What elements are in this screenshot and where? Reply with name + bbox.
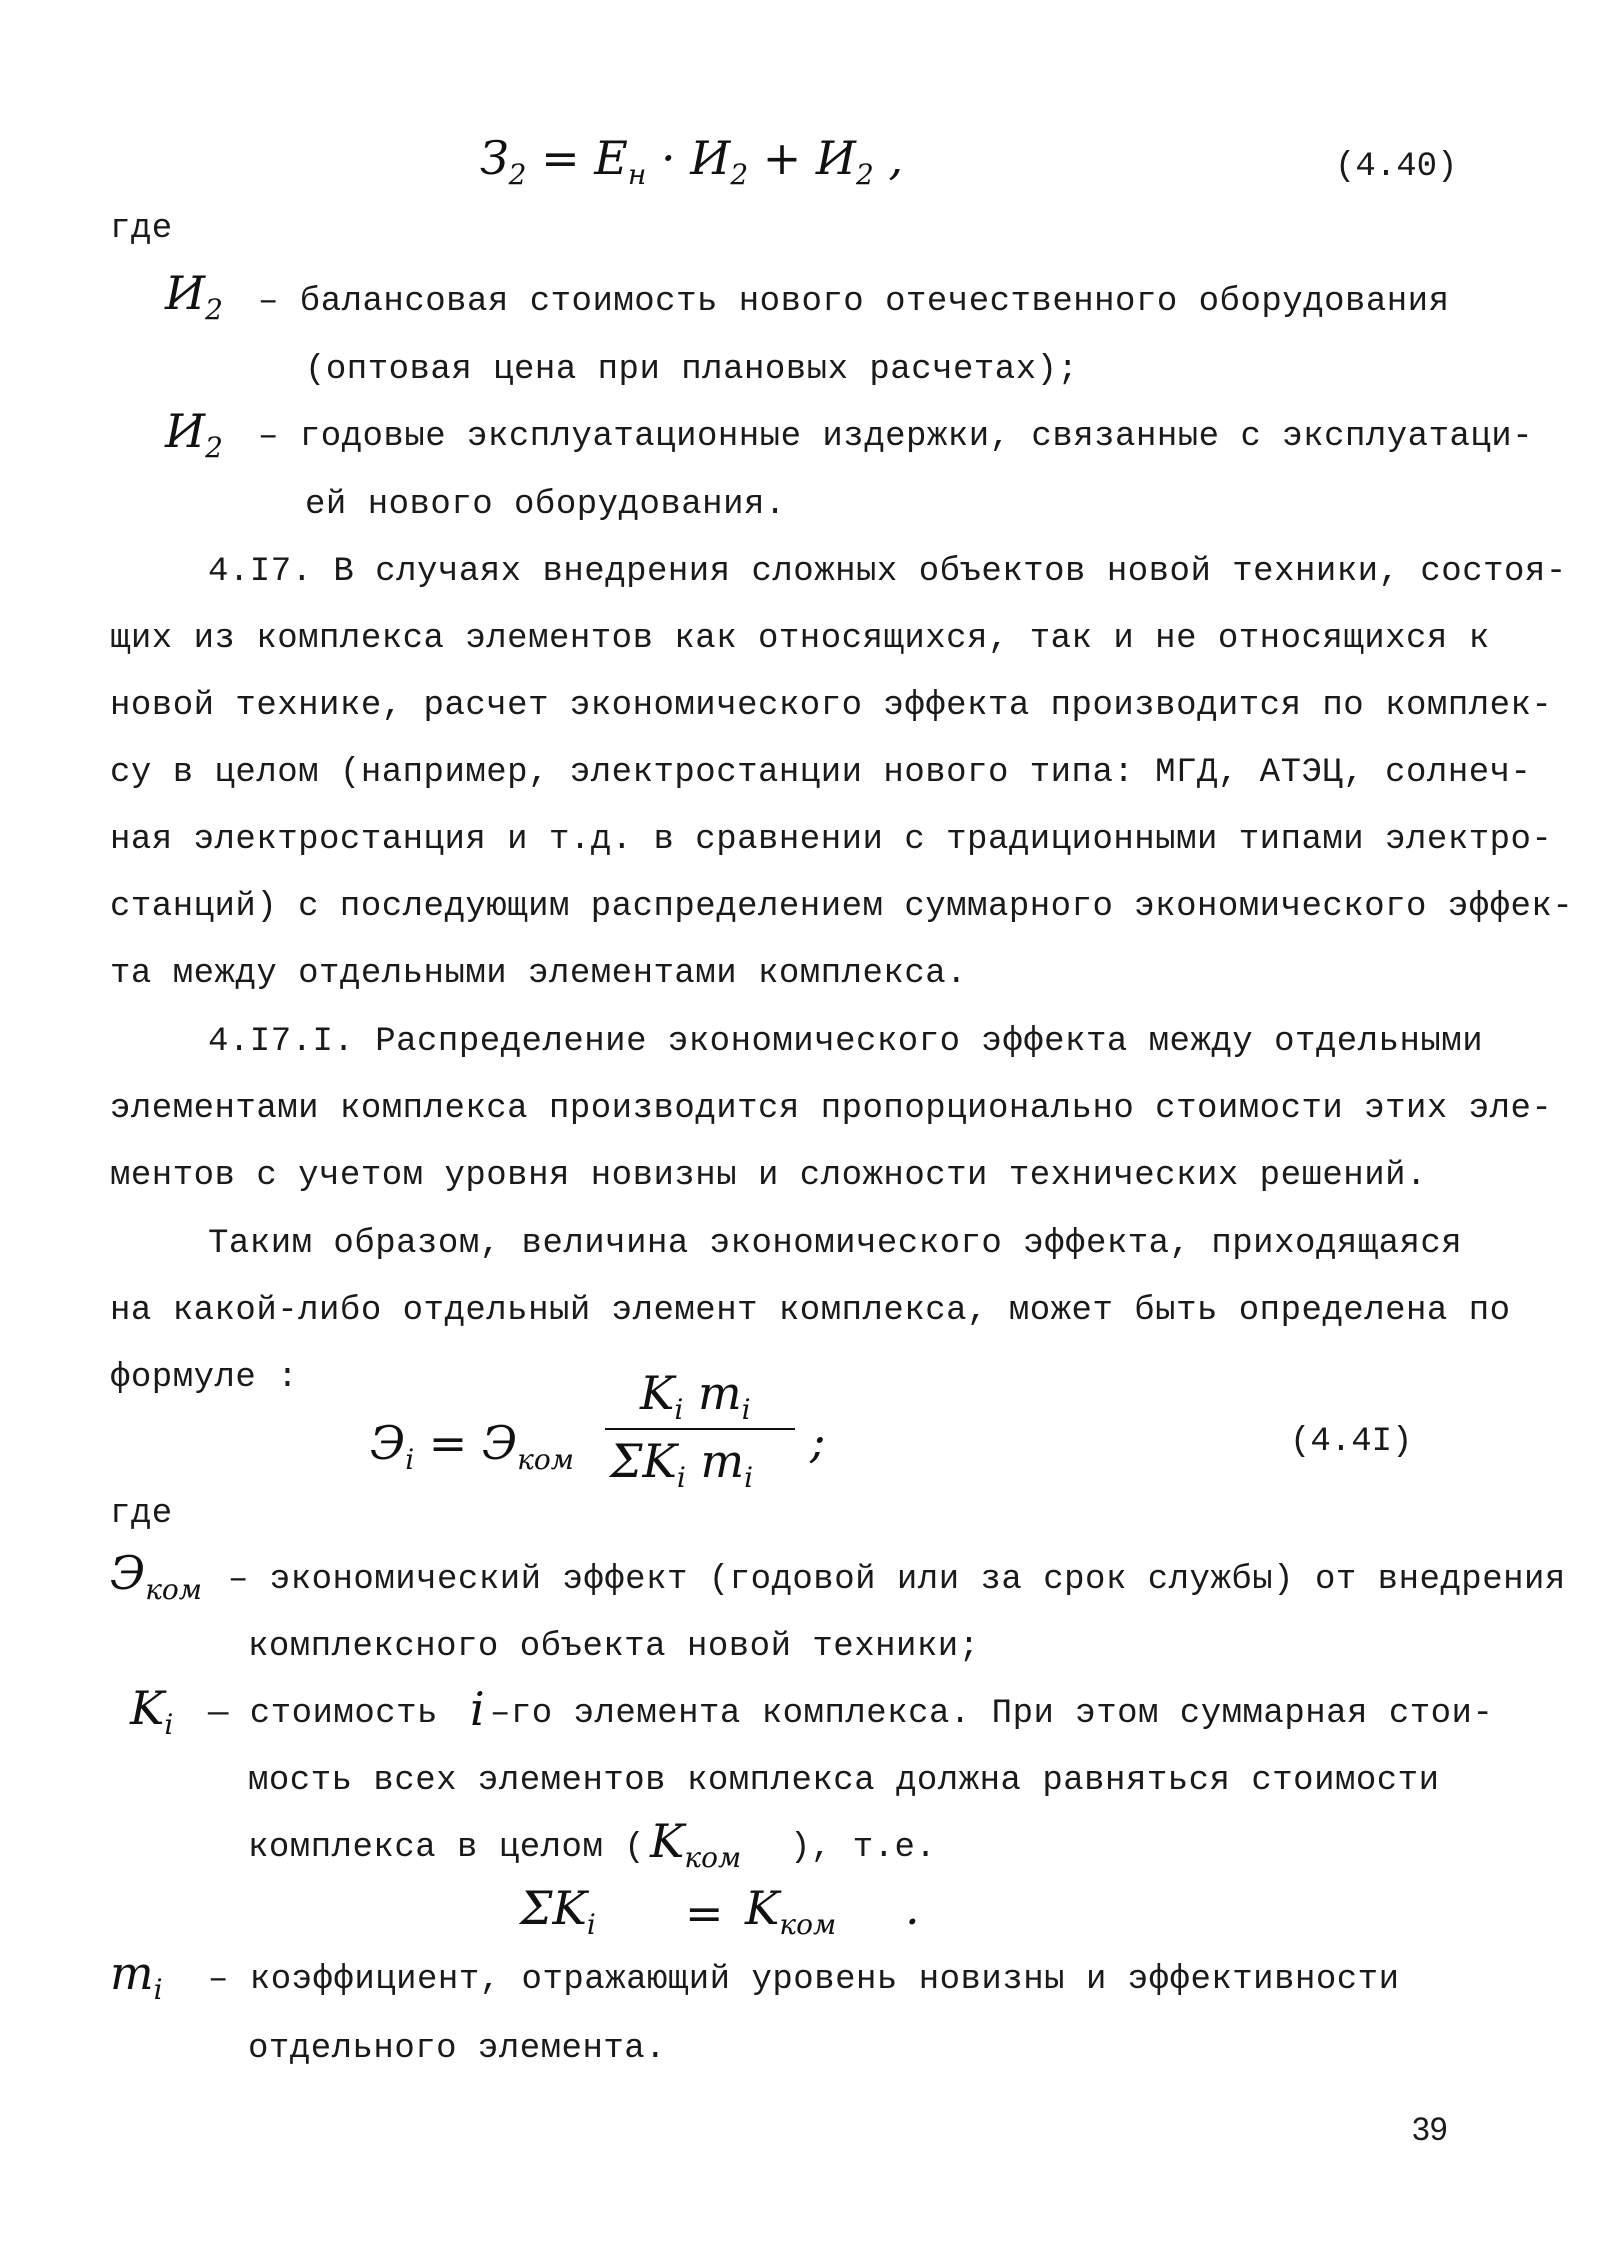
sum-equation-eq: = (685, 1886, 724, 1940)
formula-4-41-denominator (610, 1434, 754, 1494)
where-label: где (110, 1495, 173, 1533)
formula-subscript: i (744, 1461, 754, 1494)
def-symbol-u2 (165, 266, 223, 326)
def-subscript: ком (145, 1573, 202, 1606)
def-ki-index-i: i (470, 1682, 485, 1736)
def-ki-line3a: комплекса в целом ( (248, 1829, 646, 1867)
para-thus-line: на какой-либо отдельный элемент комплекса, может быть определена по (110, 1292, 1511, 1330)
para-4171-line: элементами комплекса производится пропорционально стоимости этих эле- (110, 1090, 1553, 1128)
formula-4-41-tail: ; (810, 1414, 826, 1468)
para-417-line: ная электростанция и т.д. в сравнении с традиционными типами электро- (110, 821, 1553, 859)
where-label: где (110, 210, 173, 248)
def-symbol: m (110, 1946, 154, 2000)
para-thus-line: Таким образом, величина экономического эффекта, приходящаяся (208, 1225, 1463, 1263)
def-symbol-ekom (110, 1546, 202, 1606)
formula-part: , (873, 131, 904, 185)
formula-symbol: m (685, 1434, 745, 1488)
formula-subscript: ком (779, 1908, 837, 1941)
def-ki-line1b: –го элемента комплекса. При этом суммарная стои- (490, 1695, 1494, 1733)
equation-number-4-41: (4.4I) (1290, 1423, 1413, 1461)
formula-subscript: 2 (508, 158, 527, 191)
def-ekom-line2: комплексного объекта новой техники; (248, 1628, 980, 1666)
formula-subscript: 2 (856, 158, 874, 191)
para-417-line: новой технике, расчет экономического эффекта производится по комплек- (110, 687, 1553, 725)
fraction-bar (605, 1428, 795, 1430)
formula-symbol: ΣK (520, 1881, 587, 1935)
def-ki-line2: мость всех элементов комплекса должна равняться стоимости (248, 1762, 1440, 1800)
formula-4-41-numerator (640, 1366, 751, 1426)
formula-subscript: i (586, 1908, 596, 1941)
formula-symbol: З (480, 131, 509, 185)
def-symbol: Э (110, 1546, 146, 1600)
sum-equation-tail: . (905, 1881, 920, 1935)
def-subscript: 2 (205, 293, 223, 326)
def-symbol: K (130, 1681, 165, 1735)
formula-symbol: Э (370, 1416, 406, 1470)
def-subscript: i (164, 1708, 174, 1741)
formula-symbol: ΣK (610, 1434, 677, 1488)
formula-subscript: i (674, 1393, 684, 1426)
formula-symbol: m (683, 1366, 742, 1420)
page-number: 39 (1412, 2111, 1448, 2147)
def-u2-line2: (оптовая цена при плановых расчетах); (305, 351, 1079, 389)
def-ekom-line1: – экономический эффект (годовой или за срок службы) от внедрения (228, 1561, 1566, 1599)
para-4171-line: ментов с учетом уровня новизны и сложности технических решений. (110, 1157, 1427, 1195)
sum-equation-lhs (520, 1881, 596, 1941)
def-ki-kkom (650, 1814, 742, 1874)
formula-part: · И (646, 131, 731, 185)
def-subscript: ком (684, 1841, 742, 1874)
def-symbol-mi (110, 1946, 163, 2006)
def-u2-line1: – балансовая стоимость нового отечественного оборудования (258, 283, 1450, 321)
formula-part: = Э (414, 1416, 518, 1470)
para-417-line: 4.I7. В случаях внедрения сложных объектов новой техники, состоя- (208, 553, 1567, 591)
formula-part: + И (748, 131, 857, 185)
formula-subscript: н (627, 158, 647, 191)
para-417-line: та между отдельными элементами комплекса. (110, 955, 968, 993)
def-symbol: K (650, 1814, 685, 1868)
formula-subscript: i (676, 1461, 686, 1494)
formula-symbol: K (745, 1881, 780, 1935)
sum-equation-rhs (745, 1881, 837, 1941)
formula-4-41-lhs (370, 1416, 574, 1476)
para-thus-line: формуле : (110, 1359, 299, 1397)
def-symbol: И (165, 404, 206, 458)
formula-subscript: i (405, 1443, 415, 1476)
para-417-line: су в целом (например, электростанции нового типа: МГД, АТЭЦ, солнеч- (110, 754, 1532, 792)
def-symbol-i2 (165, 404, 223, 464)
formula-subscript: ком (517, 1443, 574, 1476)
para-4171-line: 4.I7.I. Распределение экономического эффекта между отдельными (208, 1023, 1484, 1061)
def-subscript: i (153, 1973, 163, 2006)
formula-4-40 (480, 131, 904, 191)
def-i2-line1: – годовые эксплуатационные издержки, связанные с эксплуатаци- (258, 418, 1534, 456)
def-i2-line2: ей нового оборудования. (305, 486, 786, 524)
para-417-line: щих из комплекса элементов как относящихся, так и не относящихся к (110, 620, 1490, 658)
def-mi-line1: – коэффициент, отражающий уровень новизны и эффективности (208, 1961, 1400, 1999)
formula-part: = E (526, 131, 628, 185)
formula-subscript: i (741, 1393, 751, 1426)
def-symbol-ki (130, 1681, 174, 1741)
equation-number-4-40: (4.40) (1335, 148, 1458, 186)
def-mi-line2: отдельного элемента. (248, 2030, 667, 2068)
def-ki-line1a: — стоимость (208, 1695, 438, 1733)
formula-symbol: K (640, 1366, 675, 1420)
def-ki-line3b: ), т.е. (790, 1829, 937, 1867)
formula-subscript: 2 (730, 158, 749, 191)
def-symbol: И (165, 266, 206, 320)
def-subscript: 2 (205, 431, 223, 464)
para-417-line: станций) с последующим распределением суммарного экономического эффек- (110, 888, 1574, 926)
